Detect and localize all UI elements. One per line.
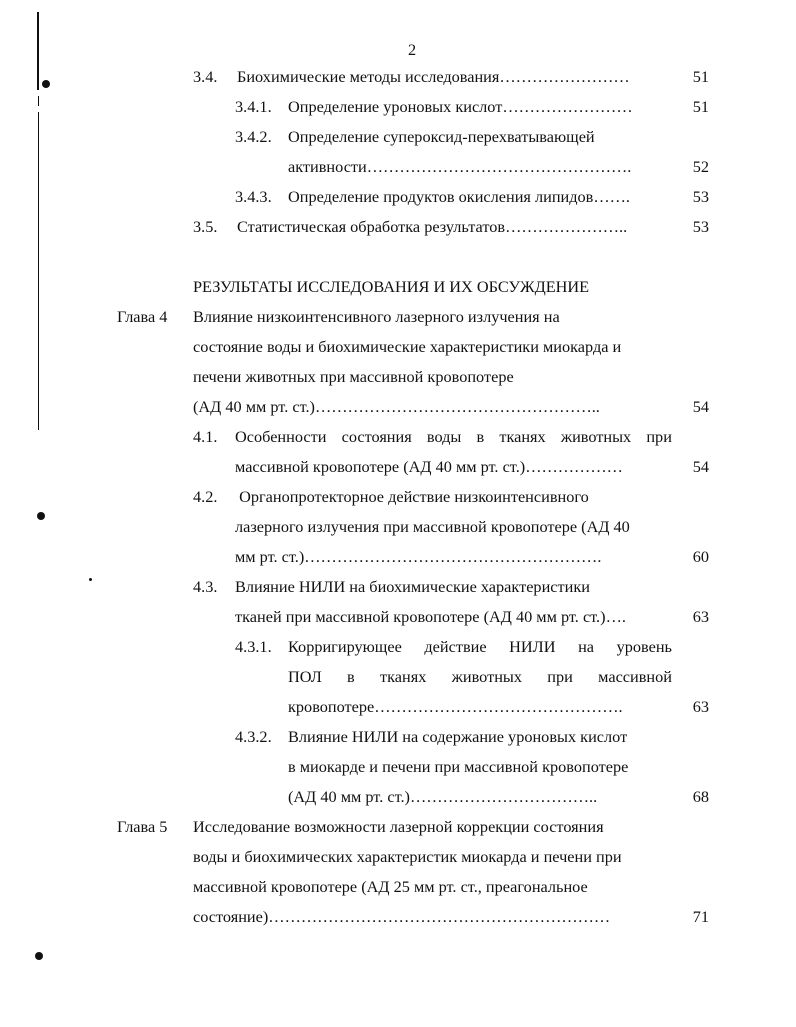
toc-entry-title-continuation <box>235 607 626 627</box>
toc-entry-title <box>288 97 633 117</box>
word: тканях <box>499 427 546 446</box>
scan-margin-line <box>37 12 39 90</box>
scan-margin-line <box>38 96 39 106</box>
page-number: 2 <box>408 40 417 59</box>
toc-entry-title-text: тканей при массивной кровопотере (АД 40 мм рт. ст.) <box>235 607 606 626</box>
chapter-label: Глава 5 <box>117 817 168 836</box>
toc-entry-number: 4.3.2. <box>235 727 272 746</box>
word: в <box>347 667 355 686</box>
word: тканях <box>380 667 427 686</box>
toc-entry-leader: ………………………………………………. <box>304 547 602 566</box>
toc-entry-title-continuation: в миокарде и печени при массивной кровопотере <box>288 757 629 776</box>
toc-entry-title-text: (АД 40 мм рт. ст.) <box>288 787 410 806</box>
toc-entry-page: 54 <box>692 397 709 416</box>
toc-entry-leader: ………………………………………. <box>374 697 623 716</box>
scan-margin-dot <box>42 80 50 88</box>
toc-entry-leader: …………………………………………. <box>366 157 632 176</box>
toc-entry-leader: …………………… <box>502 97 633 116</box>
chapter-title: состояние воды и биохимические характеристики миокарда и <box>193 337 622 356</box>
toc-entry-title-text: Определение уроновых кислот <box>288 97 503 116</box>
chapter-label: Глава 4 <box>117 307 168 326</box>
chapter-title <box>193 397 600 417</box>
chapter-title: массивной кровопотере (АД 25 мм рт. ст., преагональное <box>193 877 588 896</box>
chapter-title-text: состояние) <box>193 907 269 926</box>
toc-entry-page: 53 <box>692 217 709 236</box>
section-heading: РЕЗУЛЬТАТЫ ИССЛЕДОВАНИЯ И ИХ ОБСУЖДЕНИЕ <box>193 277 590 296</box>
toc-entry-title <box>237 67 630 87</box>
toc-entry-title-continuation <box>288 667 672 687</box>
chapter-title: воды и биохимических характеристик миокарда и печени при <box>193 847 622 866</box>
chapter-title: Влияние низкоинтенсивного лазерного излучения на <box>193 307 560 326</box>
toc-entry-number: 3.5. <box>193 217 218 236</box>
toc-entry-page: 60 <box>692 547 709 566</box>
toc-entry-title <box>235 427 672 447</box>
toc-entry-title <box>288 187 630 207</box>
toc-entry-title: Определение супероксид-перехватывающей <box>288 127 595 146</box>
toc-entry-title-text: активности <box>288 157 367 176</box>
word: массивной <box>598 667 672 686</box>
toc-entry-page: 51 <box>692 97 709 116</box>
word: Корригирующее <box>288 637 402 656</box>
toc-entry-leader: …………………… <box>499 67 630 86</box>
word: животных <box>451 667 523 686</box>
toc-entry-page: 68 <box>692 787 709 806</box>
scan-margin-dot <box>89 578 92 581</box>
toc-entry-page: 63 <box>692 697 709 716</box>
toc-entry-title-continuation <box>288 787 597 807</box>
chapter-title: печени животных при массивной кровопотере <box>193 367 514 386</box>
toc-entry-title-text: Статистическая обработка результатов <box>237 217 506 236</box>
toc-entry-page: 52 <box>692 157 709 176</box>
toc-entry-title-continuation <box>288 157 631 177</box>
word: уровень <box>616 637 672 656</box>
chapter-title-text: (АД 40 мм рт. ст.) <box>193 397 315 416</box>
toc-entry-number: 3.4. <box>193 67 218 86</box>
word: при <box>547 667 573 686</box>
word: НИЛИ <box>509 637 556 656</box>
word: воды <box>426 427 462 446</box>
toc-entry-leader: …. <box>605 607 626 626</box>
toc-entry-number: 4.3. <box>193 577 218 596</box>
scan-margin-line <box>38 112 39 430</box>
toc-entry-title-text: массивной кровопотере (АД 40 мм рт. ст.) <box>235 457 526 476</box>
toc-entry-number: 3.4.3. <box>235 187 272 206</box>
word: на <box>578 637 595 656</box>
toc-entry-title-text: мм рт. ст.) <box>235 547 305 566</box>
toc-entry-title <box>237 217 627 237</box>
toc-entry-leader: ……. <box>593 187 630 206</box>
toc-entry-page: 51 <box>692 67 709 86</box>
toc-entry-title: Органопротекторное действие низкоинтенсивного <box>235 487 589 506</box>
toc-entry-title: Влияние НИЛИ на содержание уроновых кислот <box>288 727 628 746</box>
toc-entry-page: 71 <box>692 907 709 926</box>
toc-entry-number: 3.4.1. <box>235 97 272 116</box>
toc-entry-title-continuation <box>235 457 623 477</box>
toc-entry-number: 4.1. <box>193 427 218 446</box>
scan-margin-dot <box>35 952 43 960</box>
toc-entry-page: 63 <box>692 607 709 626</box>
word: в <box>476 427 485 446</box>
toc-entry-leader: ……………… <box>525 457 623 476</box>
toc-entry-title-continuation: лазерного излучения при массивной кровопотере (АД 40 <box>235 517 630 536</box>
chapter-title <box>193 907 610 927</box>
scan-margin-dot <box>37 512 45 520</box>
toc-entry-title-continuation <box>235 547 601 567</box>
toc-entry-number: 4.2. <box>193 487 218 506</box>
word: состояния <box>341 427 412 446</box>
toc-entry-title: Влияние НИЛИ на биохимические характеристики <box>235 577 590 596</box>
toc-entry-title <box>288 637 672 657</box>
toc-entry-leader: …………………………………………….. <box>314 397 600 416</box>
word: действие <box>424 637 487 656</box>
word: Особенности <box>235 427 327 446</box>
word: животных <box>560 427 632 446</box>
toc-entry-leader: ……………………………………………………… <box>268 907 611 926</box>
toc-entry-leader: ………………….. <box>505 217 628 236</box>
toc-entry-page: 53 <box>692 187 709 206</box>
word: при <box>646 427 672 446</box>
toc-entry-page: 54 <box>692 457 709 476</box>
word: ПОЛ <box>288 667 322 686</box>
toc-entry-number: 4.3.1. <box>235 637 272 656</box>
toc-entry-title-text: кровопотере <box>288 697 375 716</box>
toc-entry-title-continuation <box>288 697 623 717</box>
toc-entry-number: 3.4.2. <box>235 127 272 146</box>
toc-entry-leader: …………………………….. <box>409 787 598 806</box>
toc-entry-title-text: Определение продуктов окисления липидов <box>288 187 594 206</box>
toc-entry-title-text: Биохимические методы исследования <box>237 67 500 86</box>
chapter-title: Исследование возможности лазерной коррекции состояния <box>193 817 604 836</box>
